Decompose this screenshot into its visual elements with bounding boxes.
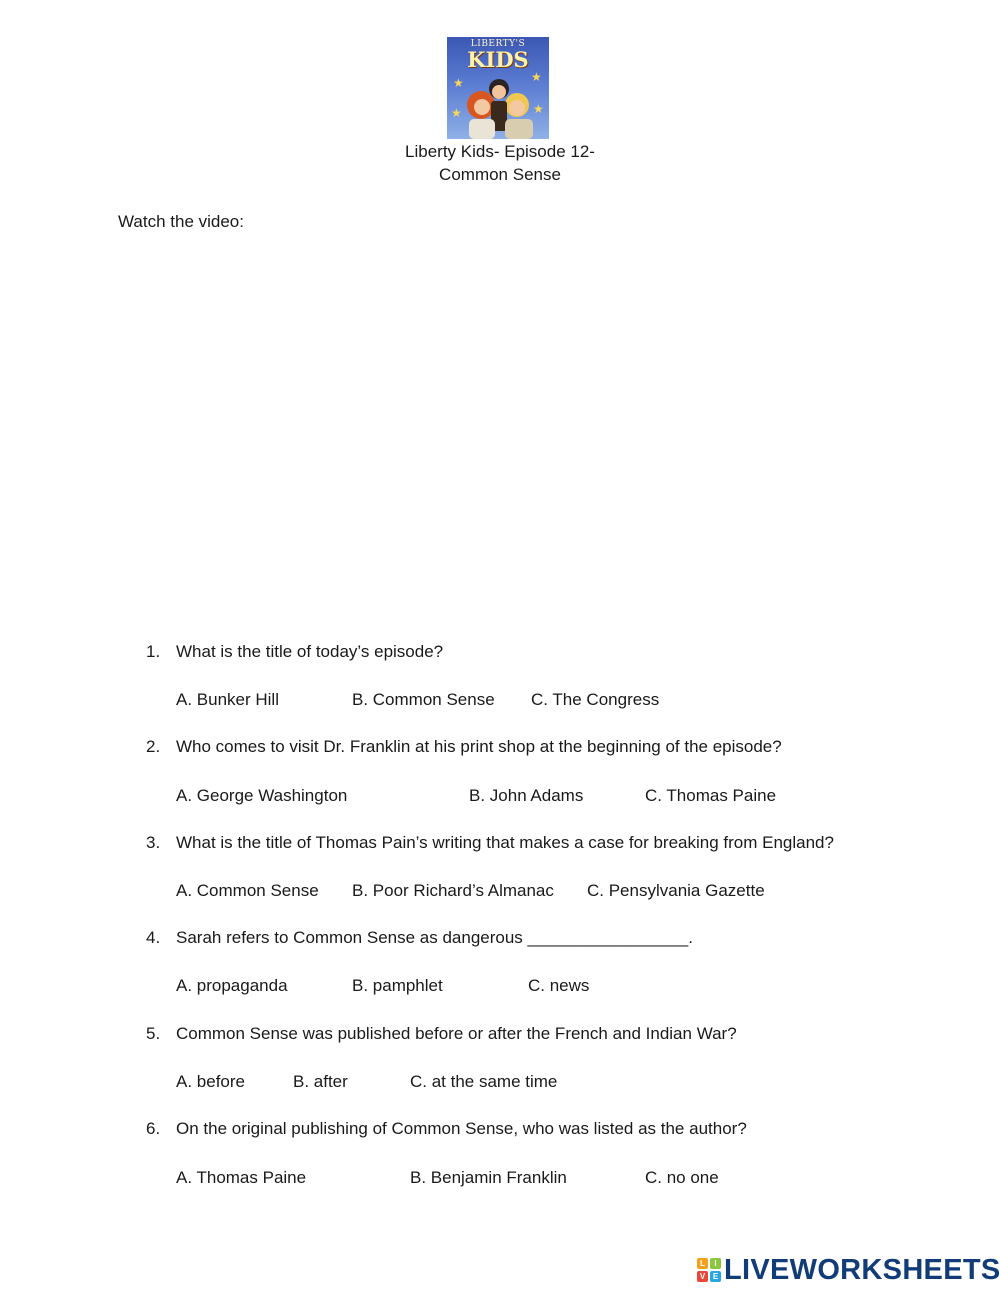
answer-option: C. The Congress — [531, 690, 660, 709]
star-icon: ★ — [533, 102, 544, 116]
question-number: 2. — [146, 737, 161, 756]
question-number: 1. — [146, 642, 161, 661]
question-number: 4. — [146, 928, 161, 947]
answer-option: A. propaganda — [176, 976, 288, 995]
question-text: Sarah refers to Common Sense as dangerous _________________. — [176, 928, 693, 947]
question-number: 5. — [146, 1024, 161, 1043]
answer-option: C. at the same time — [410, 1072, 558, 1091]
cartoon-kids-illustration — [447, 37, 549, 139]
liveworksheets-logo[interactable] — [697, 1253, 1000, 1287]
logo-block: E — [710, 1271, 721, 1282]
liveworksheets-brand: LIVEWORKSHEETS — [724, 1253, 1000, 1286]
logo-top-word: LIBERTY'S — [470, 39, 526, 49]
answer-option: A. before — [176, 1072, 245, 1091]
question-text: What is the title of today’s episode? — [176, 642, 444, 661]
answer-option: C. no one — [645, 1168, 719, 1187]
question-text: On the original publishing of Common Sense, who was listed as the author? — [176, 1119, 747, 1138]
answer-option: A. Bunker Hill — [176, 690, 279, 709]
question-number: 3. — [146, 833, 161, 852]
liveworksheets-blocks-icon — [697, 1258, 721, 1282]
answer-option: C. news — [528, 976, 590, 995]
star-icon: ★ — [531, 70, 542, 84]
answer-option: C. Pensylvania Gazette — [587, 881, 765, 900]
worksheet-title-line1: Liberty Kids- Episode 12- — [405, 142, 595, 161]
instructions-text: Watch the video: — [118, 212, 244, 231]
answer-option: B. Poor Richard’s Almanac — [352, 881, 554, 900]
logo-block: I — [710, 1258, 721, 1269]
answer-option: A. Thomas Paine — [176, 1168, 307, 1187]
logo-block: L — [697, 1258, 708, 1269]
logo-big-word: KIDS — [467, 47, 529, 72]
answer-option: B. John Adams — [469, 786, 584, 805]
worksheet-title-line2: Common Sense — [439, 165, 561, 184]
answer-option: B. Common Sense — [352, 690, 495, 709]
star-icon: ★ — [451, 106, 462, 120]
question-text: Common Sense was published before or after the French and Indian War? — [176, 1024, 737, 1043]
question-text: What is the title of Thomas Pain’s writing that makes a case for breaking from England? — [176, 833, 834, 852]
answer-option: C. Thomas Paine — [645, 786, 777, 805]
star-icon: ★ — [453, 76, 464, 90]
question-number: 6. — [146, 1119, 161, 1138]
answer-option: B. Benjamin Franklin — [410, 1168, 567, 1187]
answer-option: A. Common Sense — [176, 881, 319, 900]
answer-option: A. George Washington — [176, 786, 348, 805]
answer-option: B. after — [293, 1072, 348, 1091]
question-text: Who comes to visit Dr. Franklin at his print shop at the beginning of the episode? — [176, 737, 782, 756]
logo-block: V — [697, 1271, 708, 1282]
liberty-kids-logo — [447, 37, 549, 139]
answer-option: B. pamphlet — [352, 976, 443, 995]
